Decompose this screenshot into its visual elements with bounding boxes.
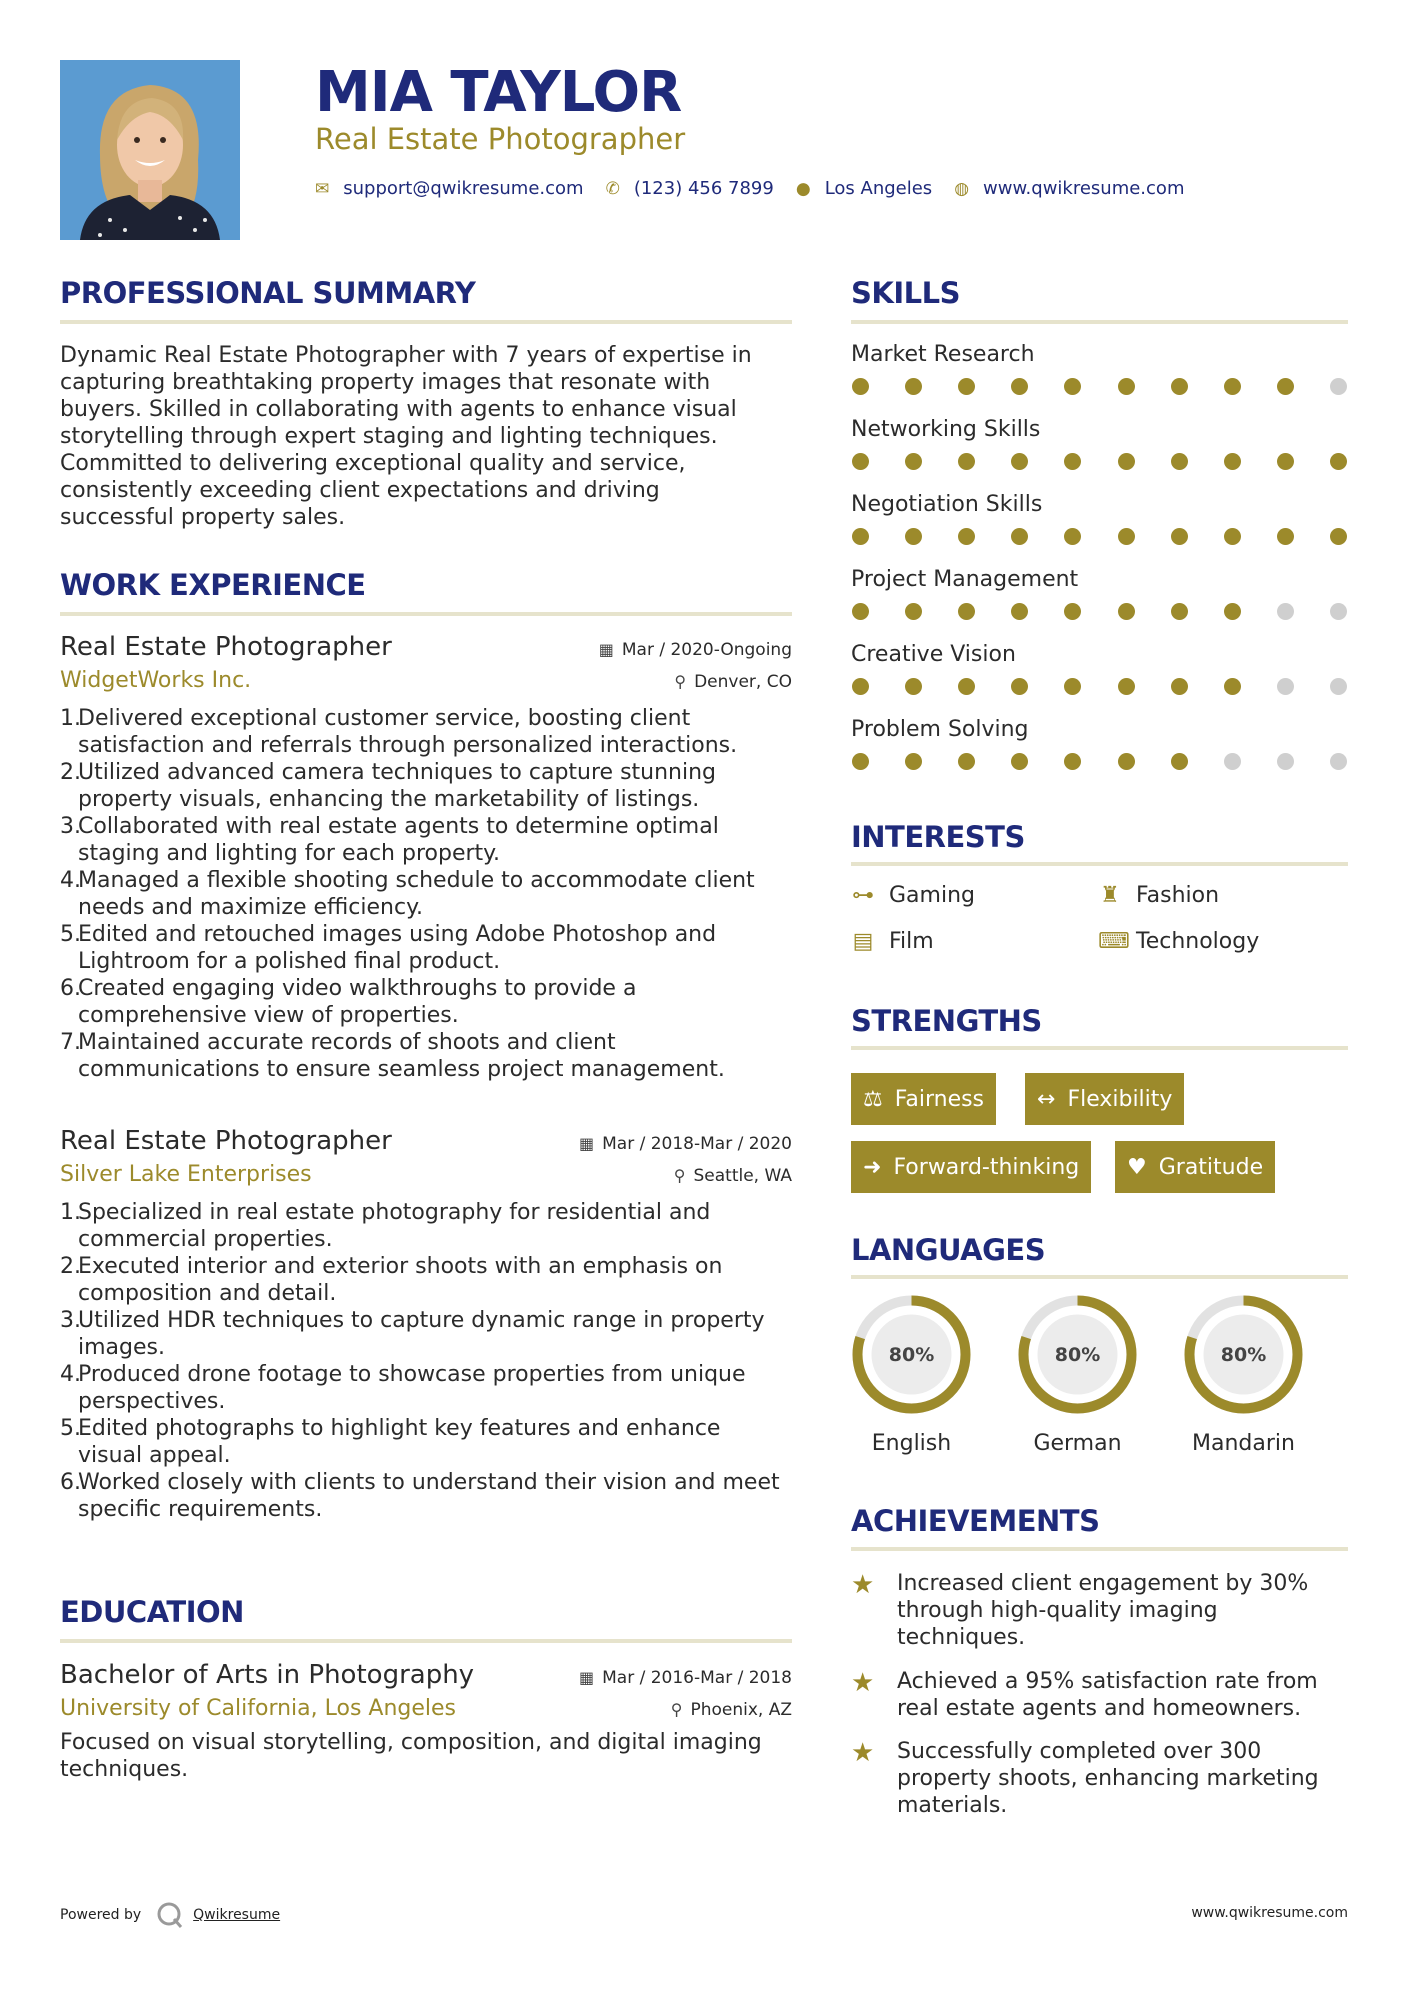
rating-dot-filled	[1224, 453, 1241, 470]
calendar-icon: ▦	[598, 640, 614, 659]
school-name: University of California, Los Angeles	[60, 1696, 457, 1721]
skill-name: Problem Solving	[851, 717, 1029, 742]
language-percent: 80%	[1054, 1344, 1101, 1366]
job-location-text: Seattle, WA	[693, 1165, 792, 1186]
education-date	[579, 1668, 792, 1688]
job-date	[579, 1134, 792, 1154]
interest-item	[1098, 929, 1259, 954]
calendar-icon: ▦	[578, 1668, 595, 1687]
rating-dot-filled	[958, 753, 975, 770]
list-item: 1. Delivered exceptional customer service, boosting client satisfaction and referrals through personalized interactions.	[60, 706, 738, 758]
rating-dot-empty	[1330, 603, 1347, 620]
job-bullets	[60, 705, 792, 1083]
strength-tag	[851, 1141, 1091, 1193]
job-title: Real Estate Photographer	[60, 1126, 392, 1156]
list-item: 6. Worked closely with clients to understand their vision and meet specific requirements.	[60, 1470, 780, 1522]
language-percent: 80%	[1220, 1344, 1267, 1366]
education-divider	[60, 1639, 792, 1643]
job-date-text: Mar / 2020-Ongoing	[621, 639, 792, 660]
language-name: Mandarin	[1192, 1431, 1295, 1456]
language-percent: 80%	[888, 1344, 935, 1366]
skill-item	[851, 342, 1348, 417]
language-ring	[1015, 1292, 1140, 1417]
summary-line: consistently exceeding client expectations and driving	[60, 478, 660, 503]
interest-item	[851, 883, 975, 908]
list-item: 5. Edited photographs to highlight key features and enhance visual appeal.	[60, 1416, 721, 1468]
map-marker-icon: ●	[795, 178, 811, 199]
strength-label: Flexibility	[1067, 1086, 1173, 1112]
rating-dot-filled	[852, 378, 869, 395]
interests-heading: INTERESTS	[851, 820, 1025, 854]
education-location-text: Phoenix, AZ	[690, 1699, 792, 1720]
rating-dot-filled	[1064, 753, 1081, 770]
summary-line: Committed to delivering exceptional quality and service,	[60, 451, 686, 476]
rating-dot-filled	[1064, 603, 1081, 620]
candidate-name: MIA TAYLOR	[315, 60, 682, 125]
achievement-item: ★ Successfully completed over 300 property shoots, enhancing marketing materials.	[851, 1738, 1319, 1818]
skill-name: Networking Skills	[851, 417, 1041, 442]
rating-dot-filled	[1011, 678, 1028, 695]
contact-bar	[315, 178, 1206, 199]
powered-by-text: Powered by	[60, 1907, 142, 1923]
education-line: Focused on visual storytelling, composition, and digital imaging	[60, 1730, 762, 1755]
rating-dot-filled	[1118, 453, 1135, 470]
experience-divider	[60, 612, 792, 616]
rating-dot-empty	[1224, 753, 1241, 770]
language-item	[849, 1292, 974, 1456]
skill-item	[851, 417, 1348, 492]
rating-dot-filled	[1277, 378, 1294, 395]
footer-powered-by	[60, 1900, 280, 1930]
strength-label: Fairness	[894, 1086, 985, 1112]
rating-dot-filled	[1171, 753, 1188, 770]
job-date	[599, 640, 792, 660]
strength-label: Forward-thinking	[893, 1154, 1080, 1180]
rating-dot-filled	[1277, 453, 1294, 470]
rating-dot-filled	[1224, 678, 1241, 695]
skills-divider	[851, 320, 1348, 324]
rating-dot-filled	[1330, 453, 1347, 470]
balance-scale-icon: ⚖	[863, 1086, 883, 1112]
strengths-divider	[851, 1046, 1348, 1050]
language-ring	[849, 1292, 974, 1417]
arrows-h-icon: ↔	[1037, 1086, 1056, 1112]
list-item: 2. Utilized advanced camera techniques to capture stunning property visuals, enhancing the marketability of listings.	[60, 760, 717, 812]
rating-dot-filled	[958, 528, 975, 545]
skill-rating	[851, 603, 1348, 620]
portrait-illustration	[60, 60, 240, 240]
summary-line: buyers. Skilled in collaborating with agents to enhance visual	[60, 397, 737, 422]
language-item	[1181, 1292, 1306, 1456]
interest-item	[851, 929, 934, 954]
globe-icon: ◍	[954, 178, 970, 199]
rating-dot-empty	[1330, 753, 1347, 770]
education-date-text: Mar / 2016-Mar / 2018	[602, 1667, 792, 1688]
job-location	[674, 1166, 792, 1186]
education-line: techniques.	[60, 1757, 189, 1782]
skills-heading: SKILLS	[851, 276, 960, 310]
job-location	[674, 672, 792, 692]
list-item: 1. Specialized in real estate photography for residential and commercial properties.	[60, 1200, 711, 1252]
job-bullets	[60, 1199, 792, 1523]
languages-heading: LANGUAGES	[851, 1233, 1046, 1267]
list-item: 4. Managed a flexible shooting schedule to accommodate client needs and maximize efficiency.	[60, 868, 755, 920]
summary-line: Dynamic Real Estate Photographer with 7 years of expertise in	[60, 343, 752, 368]
website-text[interactable]: www.qwikresume.com	[983, 178, 1185, 199]
company-name: WidgetWorks Inc.	[60, 668, 252, 693]
rating-dot-filled	[958, 378, 975, 395]
rating-dot-filled	[958, 453, 975, 470]
list-item: 5. Edited and retouched images using Adobe Photoshop and Lightroom for a polished final product.	[60, 922, 717, 974]
list-item: 4. Produced drone footage to showcase properties from unique perspectives.	[60, 1362, 746, 1414]
rating-dot-filled	[905, 528, 922, 545]
star-icon: ★	[851, 1738, 875, 1768]
language-item	[1015, 1292, 1140, 1456]
rating-dot-empty	[1330, 378, 1347, 395]
candidate-title: Real Estate Photographer	[315, 122, 686, 156]
skill-rating	[851, 378, 1348, 395]
rating-dot-empty	[1277, 603, 1294, 620]
skill-item	[851, 642, 1348, 717]
rating-dot-filled	[1118, 603, 1135, 620]
education-entry	[60, 1660, 792, 1783]
laptop-icon: ⌨	[1098, 929, 1130, 954]
job-entry	[60, 1126, 792, 1523]
pin-icon: ⚲	[673, 1166, 686, 1185]
interest-label: Fashion	[1136, 883, 1220, 908]
rating-dot-filled	[1118, 753, 1135, 770]
rating-dot-filled	[852, 603, 869, 620]
rating-dot-empty	[1277, 753, 1294, 770]
education-heading: EDUCATION	[60, 1595, 244, 1629]
film-icon: ▤	[852, 929, 874, 954]
contact-website[interactable]	[954, 178, 1184, 199]
job-entry	[60, 632, 792, 1083]
summary-heading: PROFESSIONAL SUMMARY	[60, 276, 476, 310]
rating-dot-filled	[1064, 528, 1081, 545]
rating-dot-filled	[852, 528, 869, 545]
list-item: 6. Created engaging video walkthroughs to provide a comprehensive view of properties.	[60, 976, 637, 1028]
rating-dot-filled	[1224, 528, 1241, 545]
rating-dot-filled	[1224, 603, 1241, 620]
rating-dot-filled	[1277, 528, 1294, 545]
job-title: Real Estate Photographer	[60, 632, 392, 662]
skill-name: Market Research	[851, 342, 1035, 367]
shopping-bag-icon: ♜	[1100, 883, 1120, 908]
skill-name: Project Management	[851, 567, 1079, 592]
rating-dot-filled	[1118, 678, 1135, 695]
rating-dot-filled	[1011, 528, 1028, 545]
interest-label: Gaming	[889, 883, 975, 908]
star-icon: ★	[851, 1570, 875, 1600]
skill-rating	[851, 528, 1348, 545]
calendar-icon: ▦	[578, 1134, 595, 1153]
location-text: Los Angeles	[824, 178, 933, 199]
skill-item	[851, 567, 1348, 642]
arrow-right-icon: ➜	[863, 1154, 882, 1180]
strength-label: Gratitude	[1158, 1154, 1264, 1180]
gamepad-icon: ⊶	[852, 883, 874, 908]
skill-rating	[851, 753, 1348, 770]
rating-dot-filled	[1118, 378, 1135, 395]
rating-dot-filled	[1171, 528, 1188, 545]
education-description	[60, 1729, 792, 1783]
skill-rating	[851, 453, 1348, 470]
rating-dot-filled	[1171, 453, 1188, 470]
rating-dot-filled	[852, 753, 869, 770]
rating-dot-filled	[1011, 603, 1028, 620]
experience-heading: WORK EXPERIENCE	[60, 568, 366, 602]
languages-divider	[851, 1275, 1348, 1279]
rating-dot-filled	[958, 678, 975, 695]
rating-dot-filled	[958, 603, 975, 620]
list-item: 2. Executed interior and exterior shoots with an emphasis on composition and detail.	[60, 1254, 723, 1306]
skill-item	[851, 717, 1348, 792]
skill-item	[851, 492, 1348, 567]
rating-dot-filled	[1011, 453, 1028, 470]
brand-link[interactable]: Qwikresume	[193, 1907, 281, 1923]
contact-email[interactable]	[315, 178, 584, 199]
interest-label: Film	[889, 929, 934, 954]
rating-dot-filled	[905, 753, 922, 770]
achievement-item: ★ Increased client engagement by 30% through high-quality imaging techniques.	[851, 1570, 1309, 1650]
rating-dot-filled	[1224, 378, 1241, 395]
strengths-heading: STRENGTHS	[851, 1004, 1042, 1038]
heart-icon: ♥	[1127, 1154, 1147, 1180]
strength-tag	[1025, 1073, 1184, 1125]
job-date-text: Mar / 2018-Mar / 2020	[602, 1133, 792, 1154]
phone-text[interactable]: (123) 456 7899	[633, 178, 774, 199]
rating-dot-filled	[852, 453, 869, 470]
rating-dot-filled	[905, 378, 922, 395]
rating-dot-empty	[1277, 678, 1294, 695]
rating-dot-filled	[1330, 528, 1347, 545]
pin-icon: ⚲	[670, 1700, 683, 1719]
rating-dot-empty	[1330, 678, 1347, 695]
skill-rating	[851, 678, 1348, 695]
interest-item	[1098, 883, 1219, 908]
degree-title: Bachelor of Arts in Photography	[60, 1660, 475, 1690]
envelope-icon: ✉	[315, 178, 330, 199]
language-ring	[1181, 1292, 1306, 1417]
rating-dot-filled	[1171, 378, 1188, 395]
language-name: English	[871, 1431, 952, 1456]
list-item: 3. Utilized HDR techniques to capture dynamic range in property images.	[60, 1308, 765, 1360]
rating-dot-filled	[1011, 753, 1028, 770]
contact-phone[interactable]	[606, 178, 774, 199]
rating-dot-filled	[852, 678, 869, 695]
education-location	[671, 1700, 792, 1720]
skill-name: Creative Vision	[851, 642, 1016, 667]
rating-dot-filled	[905, 678, 922, 695]
summary-line: successful property sales.	[60, 505, 346, 530]
phone-icon: ✆	[605, 178, 620, 199]
skill-name: Negotiation Skills	[851, 492, 1043, 517]
summary-line: storytelling through expert staging and lighting techniques.	[60, 424, 718, 449]
rating-dot-filled	[1064, 678, 1081, 695]
contact-location	[796, 178, 932, 199]
rating-dot-filled	[1171, 603, 1188, 620]
rating-dot-filled	[1064, 453, 1081, 470]
rating-dot-filled	[1011, 378, 1028, 395]
company-name: Silver Lake Enterprises	[60, 1162, 312, 1187]
rating-dot-filled	[1118, 528, 1135, 545]
rating-dot-filled	[905, 603, 922, 620]
interests-divider	[851, 862, 1348, 866]
list-item: 3. Collaborated with real estate agents to determine optimal staging and lighting for each property.	[60, 814, 719, 866]
star-icon: ★	[851, 1668, 875, 1698]
strength-tag	[1115, 1141, 1275, 1193]
rating-dot-filled	[1064, 378, 1081, 395]
interest-label: Technology	[1136, 929, 1260, 954]
list-item: 7. Maintained accurate records of shoots and client communications to ensure seamless project management.	[60, 1030, 725, 1082]
skills-list	[851, 342, 1348, 792]
language-name: German	[1033, 1431, 1122, 1456]
achievement-item: ★ Achieved a 95% satisfaction rate from real estate agents and homeowners.	[851, 1668, 1318, 1721]
summary-text	[60, 342, 792, 531]
footer-website-link[interactable]: www.qwikresume.com	[1191, 1905, 1348, 1921]
summary-line: capturing breathtaking property images that resonate with	[60, 370, 711, 395]
profile-photo	[60, 60, 240, 240]
achievements-divider	[851, 1547, 1348, 1551]
achievements-heading: ACHIEVEMENTS	[851, 1504, 1100, 1538]
qwikresume-logo-icon	[155, 1900, 185, 1930]
job-location-text: Denver, CO	[694, 671, 792, 692]
email-text[interactable]: support@qwikresume.com	[343, 178, 584, 199]
rating-dot-filled	[905, 453, 922, 470]
summary-divider	[60, 320, 792, 324]
pin-icon: ⚲	[674, 672, 687, 691]
strength-tag	[851, 1073, 996, 1125]
rating-dot-filled	[1171, 678, 1188, 695]
